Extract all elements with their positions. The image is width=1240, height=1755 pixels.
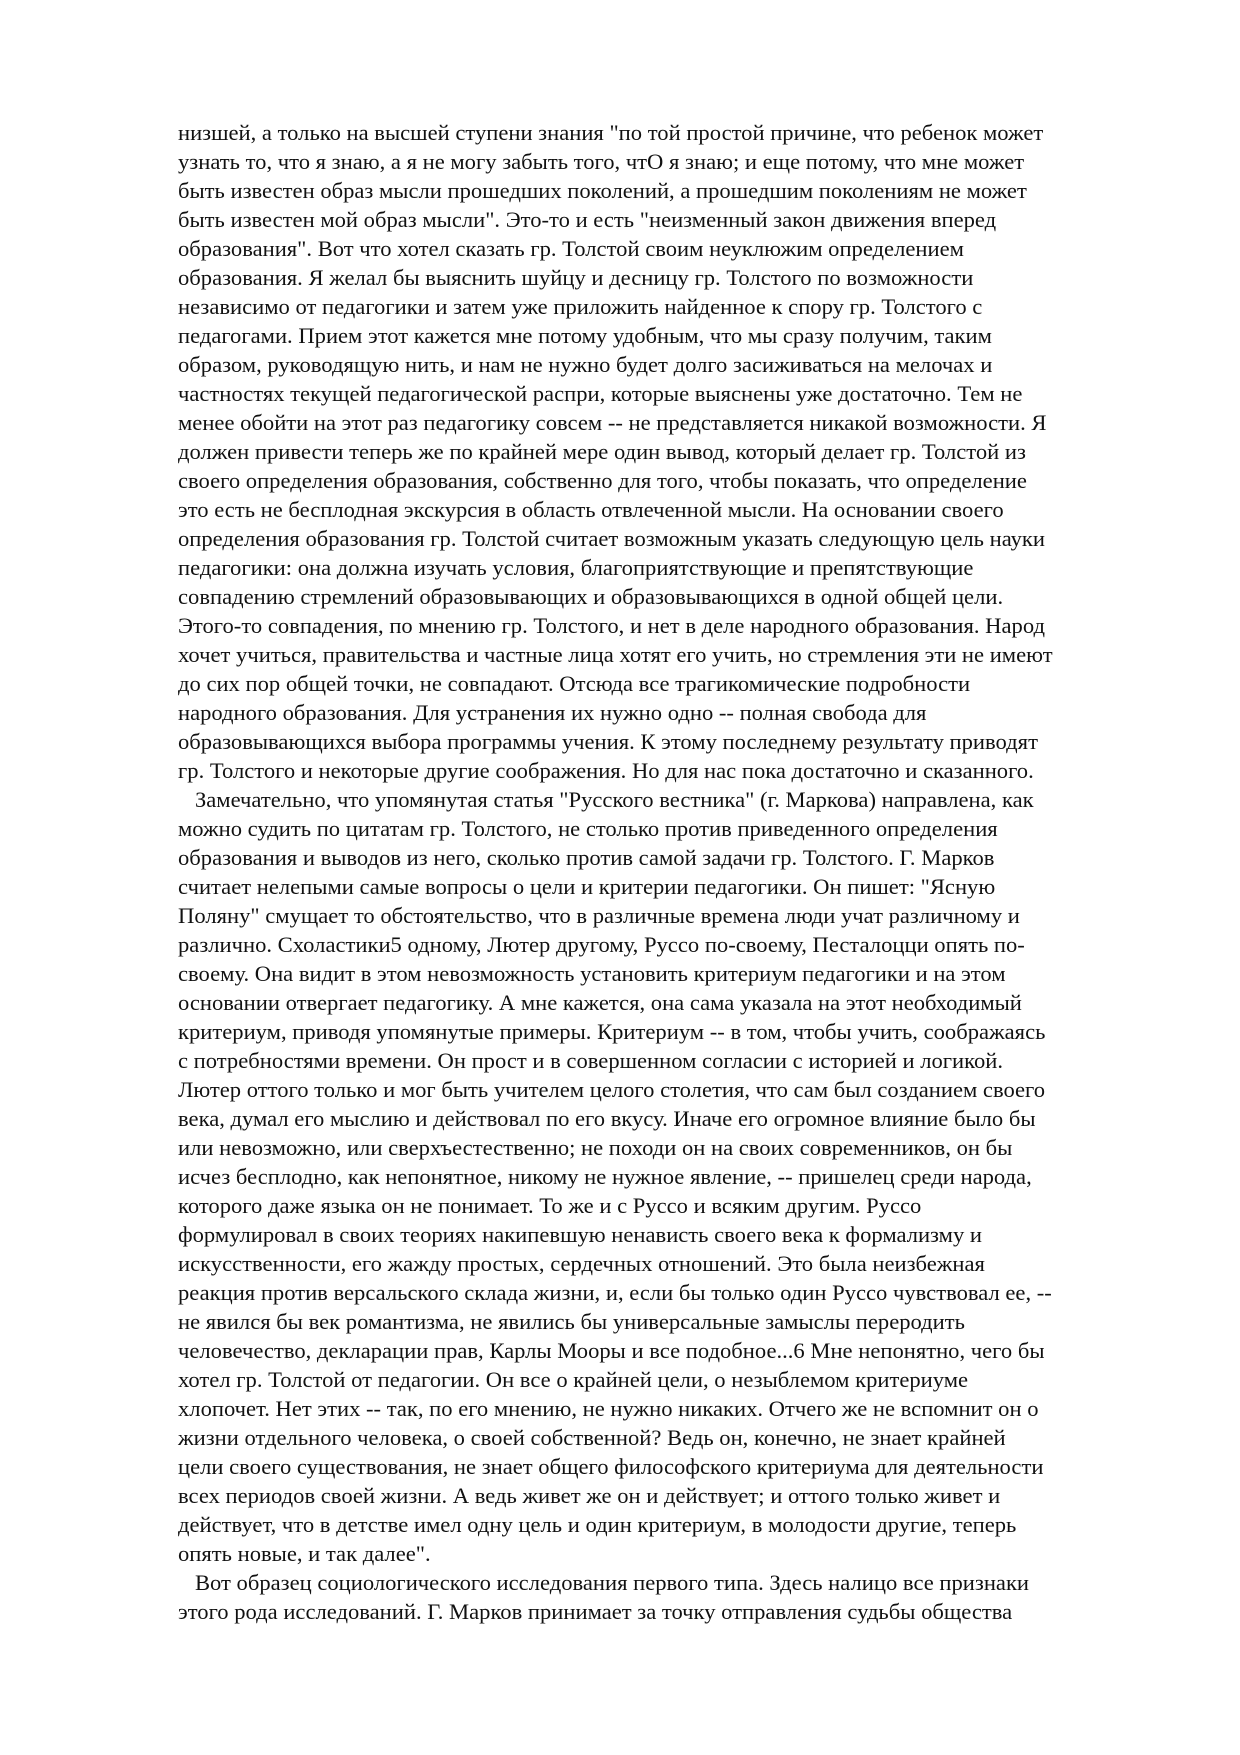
text-line: образования. Я желал бы выяснить шуйцу и десницу гр. Толстого по возможности: [178, 265, 974, 290]
text-line: Вот образец социологического исследования первого типа. Здесь налицо все признаки: [178, 1570, 1030, 1595]
text-line: не явился бы век романтизма, не явились бы универсальные замыслы переродить: [178, 1309, 965, 1334]
text-line: образования и выводов из него, сколько против самой задачи гр. Толстого. Г. Марков: [178, 845, 995, 870]
text-line: определения образования гр. Толстой считает возможным указать следующую цель науки: [178, 526, 1045, 551]
text-line: критериум, приводя упомянутые примеры. Критериум -- в том, чтобы учить, соображаясь: [178, 1019, 1046, 1044]
text-line: должен привести теперь же по крайней мере один вывод, который делает гр. Толстой из: [178, 439, 1026, 464]
text-line: быть известен образ мысли прошедших поколений, а прошедшим поколениям не может: [178, 178, 1027, 203]
text-line: гр. Толстого и некоторые другие соображения. Но для нас пока достаточно и сказанного.: [178, 758, 1034, 783]
text-line: искусственности, его жажду простых, сердечных отношений. Это была неизбежная: [178, 1251, 985, 1276]
text-line: образования". Вот что хотел сказать гр. Толстой своим неуклюжим определением: [178, 236, 964, 261]
text-line: своего определения образования, собственно для того, чтобы показать, что определение: [178, 468, 1027, 493]
text-line: исчез бесплодно, как непонятное, никому не нужное явление, -- пришелец среди народа,: [178, 1164, 1032, 1189]
text-line: жизни отдельного человека, о своей собственной? Ведь он, конечно, не знает крайней: [178, 1425, 1006, 1450]
text-line: Этого-то совпадения, по мнению гр. Толстого, и нет в деле народного образования. Народ: [178, 613, 1045, 638]
text-line: основании отвергает педагогику. А мне кажется, она сама указала на этот необходимый: [178, 990, 1022, 1015]
text-line: хочет учиться, правительства и частные лица хотят его учить, но стремления эти не имеют: [178, 642, 1053, 667]
text-line: менее обойти на этот раз педагогику совсем -- не представляется никакой возможности. Я: [178, 410, 1047, 435]
text-line: различно. Схоластики5 одному, Лютер другому, Руссо по-своему, Песталоцци опять по-: [178, 932, 1025, 957]
body-text: [178, 118, 1138, 1626]
text-line: народного образования. Для устранения их нужно одно -- полная свобода для: [178, 700, 927, 725]
text-line: независимо от педагогики и затем уже приложить найденное к спору гр. Толстого с: [178, 294, 983, 319]
text-line: это есть не бесплодная экскурсия в область отвлеченной мысли. На основании своего: [178, 497, 1004, 522]
text-line: хлопочет. Нет этих -- так, по его мнению, не нужно никаких. Отчего же не вспомнит он о: [178, 1396, 1039, 1421]
text-line: низшей, а только на высшей ступени знания "по той простой причине, что ребенок может: [178, 120, 1044, 145]
text-line: считает нелепыми самые вопросы о цели и критерии педагогики. Он пишет: "Ясную: [178, 874, 996, 899]
text-line: узнать то, что я знаю, а я не могу забыть того, чтО я знаю; и еще потому, что мне может: [178, 149, 1025, 174]
text-line: образом, руководящую нить, и нам не нужно будет долго засиживаться на мелочах и: [178, 352, 993, 377]
text-line: действует, что в детстве имел одну цель и один критериум, в молодости другие, теперь: [178, 1512, 1017, 1537]
text-line: которого даже языка он не понимает. То же и с Руссо и всяким другим. Руссо: [178, 1193, 922, 1218]
text-line: формулировал в своих теориях накипевшую ненависть своего века к формализму и: [178, 1222, 982, 1247]
text-line: человечество, декларации прав, Карлы Мооры и все подобное...6 Мне непонятно, чего бы: [178, 1338, 1045, 1363]
text-line: педагогами. Прием этот кажется мне потому удобным, что мы сразу получим, таким: [178, 323, 992, 348]
text-line: Лютер оттого только и мог быть учителем целого столетия, что сам был созданием своего: [178, 1077, 1046, 1102]
text-line: педагогики: она должна изучать условия, благоприятствующие и препятствующие: [178, 555, 974, 580]
text-line: хотел гр. Толстой от педагогии. Он все о крайней цели, о незыблемом критериуме: [178, 1367, 969, 1392]
text-line: века, думал его мыслию и действовал по его вкусу. Иначе его огромное влияние было бы: [178, 1106, 1036, 1131]
text-line: образовывающихся выбора программы учения. К этому последнему результату приводят: [178, 729, 1038, 754]
text-line: с потребностями времени. Он прост и в совершенном согласии с историей и логикой.: [178, 1048, 1004, 1073]
text-line: Поляну" смущает то обстоятельство, что в различные времена люди учат различному и: [178, 903, 1020, 928]
text-line: совпадению стремлений образовывающих и образовывающихся в одной общей цели.: [178, 584, 1004, 609]
text-line: цели своего существования, не знает общего философского критериума для деятельности: [178, 1454, 1044, 1479]
text-line: опять новые, и так далее".: [178, 1541, 431, 1566]
text-line: этого рода исследований. Г. Марков принимает за точку отправления судьбы общества: [178, 1599, 1013, 1624]
text-line: своему. Она видит в этом невозможность установить критериум педагогики и на этом: [178, 961, 1006, 986]
text-line: реакция против версальского склада жизни, и, если бы только один Руссо чувствовал ее, --: [178, 1280, 1052, 1305]
text-line: частностях текущей педагогической распри, которые выяснены уже достаточно. Тем не: [178, 381, 1023, 406]
text-line: быть известен мой образ мысли". Это-то и есть "неизменный закон движения вперед: [178, 207, 997, 232]
text-line: всех периодов своей жизни. А ведь живет же он и действует; и оттого только живет и: [178, 1483, 1001, 1508]
text-line: или невозможно, или сверхъестественно; не походи он на своих современников, он бы: [178, 1135, 1013, 1160]
text-line: Замечательно, что упомянутая статья "Русского вестника" (г. Маркова) направлена, как: [178, 787, 1034, 812]
text-line: можно судить по цитатам гр. Толстого, не столько против приведенного определения: [178, 816, 998, 841]
text-line: до сих пор общей точки, не совпадают. Отсюда все трагикомические подробности: [178, 671, 971, 696]
